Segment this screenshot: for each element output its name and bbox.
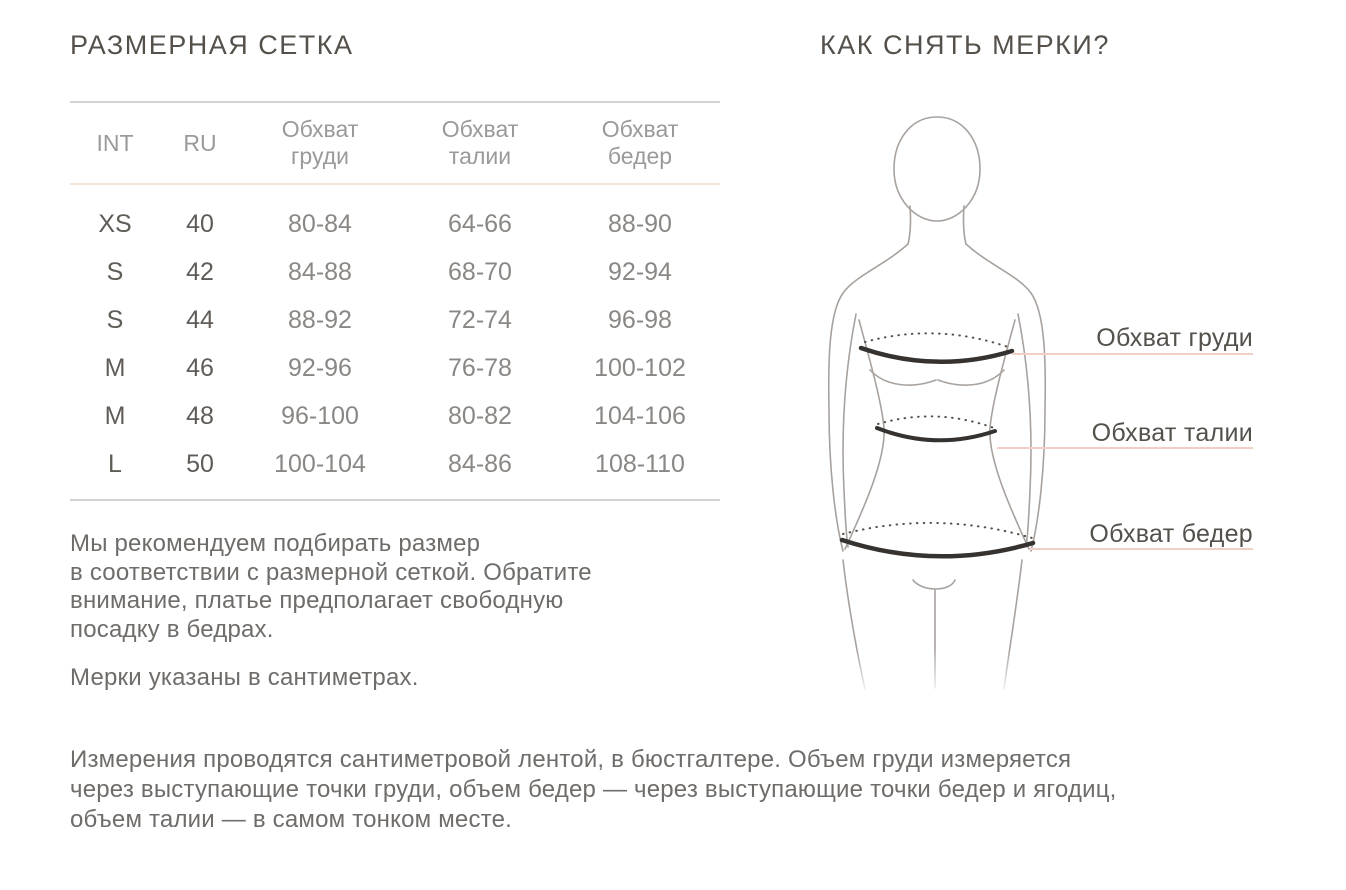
- size-chart-title: РАЗМЕРНАЯ СЕТКА: [70, 30, 354, 60]
- size-recommendation-note: [70, 530, 592, 644]
- hips-cell: 104-106: [594, 401, 686, 430]
- note-line: Мы рекомендуем подбирать размер: [70, 530, 481, 557]
- hips-cell: 88-90: [608, 209, 672, 238]
- neck-left: [908, 206, 911, 244]
- figure-fade: [815, 648, 1075, 698]
- head-outline: [894, 117, 980, 221]
- right-arm-outer: [966, 244, 1045, 551]
- measure-bands: [842, 348, 1033, 556]
- hips-cell: 96-98: [608, 305, 672, 334]
- waist-band: [877, 428, 995, 440]
- table-row: [70, 440, 720, 488]
- ru-size-cell: 44: [186, 305, 214, 334]
- left-arm-inner: [843, 314, 856, 547]
- bust-curve-right: [938, 370, 1004, 385]
- int-size-cell: M: [104, 353, 126, 382]
- ru-size-cell: 42: [186, 257, 214, 286]
- waist-cell: 84-86: [448, 449, 512, 478]
- left-arm-outer: [829, 244, 908, 551]
- int-size-cell: L: [108, 449, 122, 478]
- size-table-body: [70, 185, 720, 499]
- table-row: [70, 248, 720, 296]
- chest-cell: 80-84: [288, 209, 352, 238]
- bikini-line: [913, 580, 955, 589]
- table-row: [70, 296, 720, 344]
- ru-size-cell: 48: [186, 401, 214, 430]
- int-size-cell: S: [106, 305, 124, 334]
- measuring-instructions-note: [70, 745, 1117, 835]
- chest-cell: 100-104: [274, 449, 366, 478]
- waist-band-dotted: [878, 416, 994, 428]
- hips-cell: 92-94: [608, 257, 672, 286]
- note-line: в соответствии с размерной сеткой. Обратите: [70, 558, 592, 586]
- note-line: через выступающие точки груди, объем бедер — через выступающие точки бедер и ягодиц,: [70, 776, 1117, 803]
- column-header-waist: Обхват талии: [441, 116, 519, 169]
- ru-size-cell: 46: [186, 353, 214, 382]
- hips-band-dotted: [843, 523, 1032, 538]
- note-line: Измерения проводятся сантиметровой лентой, в бюстгалтере. Объем груди измеряется: [70, 746, 1072, 773]
- neck-right: [963, 206, 966, 244]
- body-figure-diagram: [815, 108, 1075, 698]
- waist-cell: 64-66: [448, 209, 512, 238]
- bust-curve-left: [870, 370, 936, 385]
- measurement-guide-title: КАК СНЯТЬ МЕРКИ?: [820, 30, 1110, 60]
- chest-band: [861, 348, 1012, 362]
- chest-band-dotted: [865, 333, 1011, 348]
- column-header-ru: RU: [183, 129, 217, 156]
- units-note: Мерки указаны в сантиметрах.: [70, 664, 419, 691]
- column-header-int: INT: [96, 129, 134, 156]
- int-size-cell: XS: [98, 209, 132, 238]
- size-table: [70, 101, 720, 501]
- chest-leader-line: [1012, 353, 1253, 355]
- int-size-cell: M: [104, 401, 126, 430]
- chest-measure-label: Обхват груди: [1096, 324, 1253, 352]
- right-arm-inner: [1018, 314, 1031, 547]
- table-row: [70, 392, 720, 440]
- int-size-cell: S: [106, 257, 124, 286]
- waist-cell: 80-82: [448, 401, 512, 430]
- ru-size-cell: 50: [186, 449, 214, 478]
- chest-cell: 92-96: [288, 353, 352, 382]
- waist-cell: 72-74: [448, 305, 512, 334]
- chest-cell: 96-100: [281, 401, 359, 430]
- hips-cell: 108-110: [595, 449, 685, 478]
- size-table-header: [70, 103, 720, 185]
- note-line: посадку в бедрах.: [70, 615, 274, 643]
- waist-measure-label: Обхват талии: [1091, 419, 1253, 447]
- waist-cell: 76-78: [448, 353, 512, 382]
- note-line: объем талии — в самом тонком месте.: [70, 806, 513, 833]
- waist-cell: 68-70: [448, 257, 512, 286]
- chest-cell: 88-92: [288, 305, 352, 334]
- column-header-chest: Обхват груди: [281, 116, 359, 169]
- table-row: [70, 200, 720, 248]
- ru-size-cell: 40: [186, 209, 214, 238]
- chest-cell: 84-88: [288, 257, 352, 286]
- table-row: [70, 344, 720, 392]
- hips-band: [842, 540, 1033, 556]
- body-silhouette: [829, 117, 1046, 689]
- hips-cell: 100-102: [594, 353, 686, 382]
- note-line: внимание, платье предполагает свободную: [70, 587, 564, 614]
- column-header-hips: Обхват бедер: [601, 116, 679, 169]
- hips-measure-label: Обхват бедер: [1089, 520, 1253, 548]
